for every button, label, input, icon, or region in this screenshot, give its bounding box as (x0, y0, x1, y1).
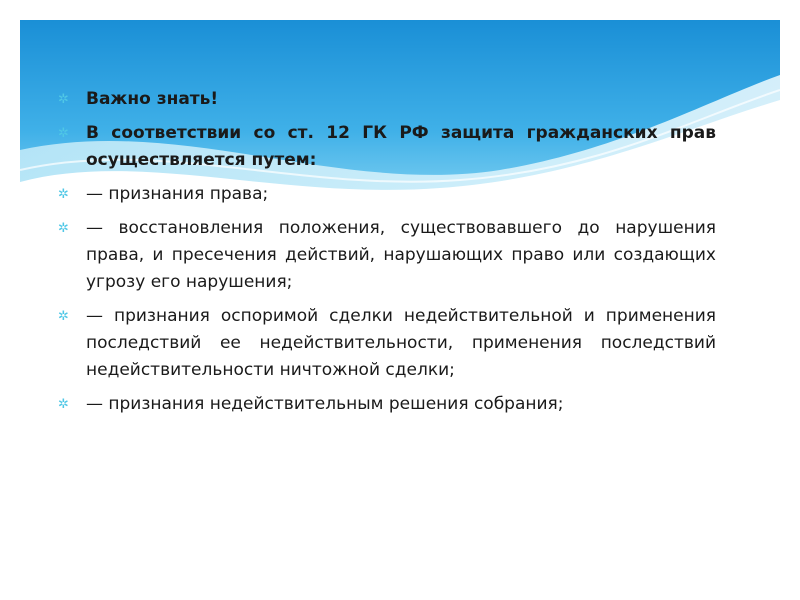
bullet-item-article-12 (58, 120, 716, 174)
star-bullet-icon: ✲ (58, 187, 69, 202)
star-bullet-icon: ✲ (58, 221, 69, 236)
bullet-item-invalid-transaction (58, 303, 716, 384)
bullet-item-recognition (58, 181, 716, 208)
bullet-item-restoration (58, 215, 716, 296)
bullet-text: — признания права; (86, 184, 269, 204)
bullet-list (58, 86, 716, 418)
star-bullet-icon: ✲ (58, 92, 69, 107)
bullet-text: Важно знать! (86, 89, 219, 109)
star-bullet-icon: ✲ (58, 397, 69, 412)
slide-content (58, 86, 716, 425)
bullet-text: — признания оспоримой сделки недействительной и применения последствий ее недействительности, применения последствий недействительности ничтожной сделки; (86, 306, 716, 380)
bullet-text: — признания недействительным решения собрания; (86, 394, 564, 414)
bullet-text: — восстановления положения, существовавшего до нарушения права, и пресечения действий, нарушающих право или создающих угрозу его нарушения; (86, 218, 716, 292)
bullet-item-important (58, 86, 716, 113)
star-bullet-icon: ✲ (58, 126, 69, 141)
bullet-item-meeting-decision (58, 391, 716, 418)
star-bullet-icon: ✲ (58, 309, 69, 324)
bullet-text: В соответствии со ст. 12 ГК РФ защита гражданских прав осуществляется путем: (86, 123, 716, 170)
slide-frame (20, 20, 780, 580)
